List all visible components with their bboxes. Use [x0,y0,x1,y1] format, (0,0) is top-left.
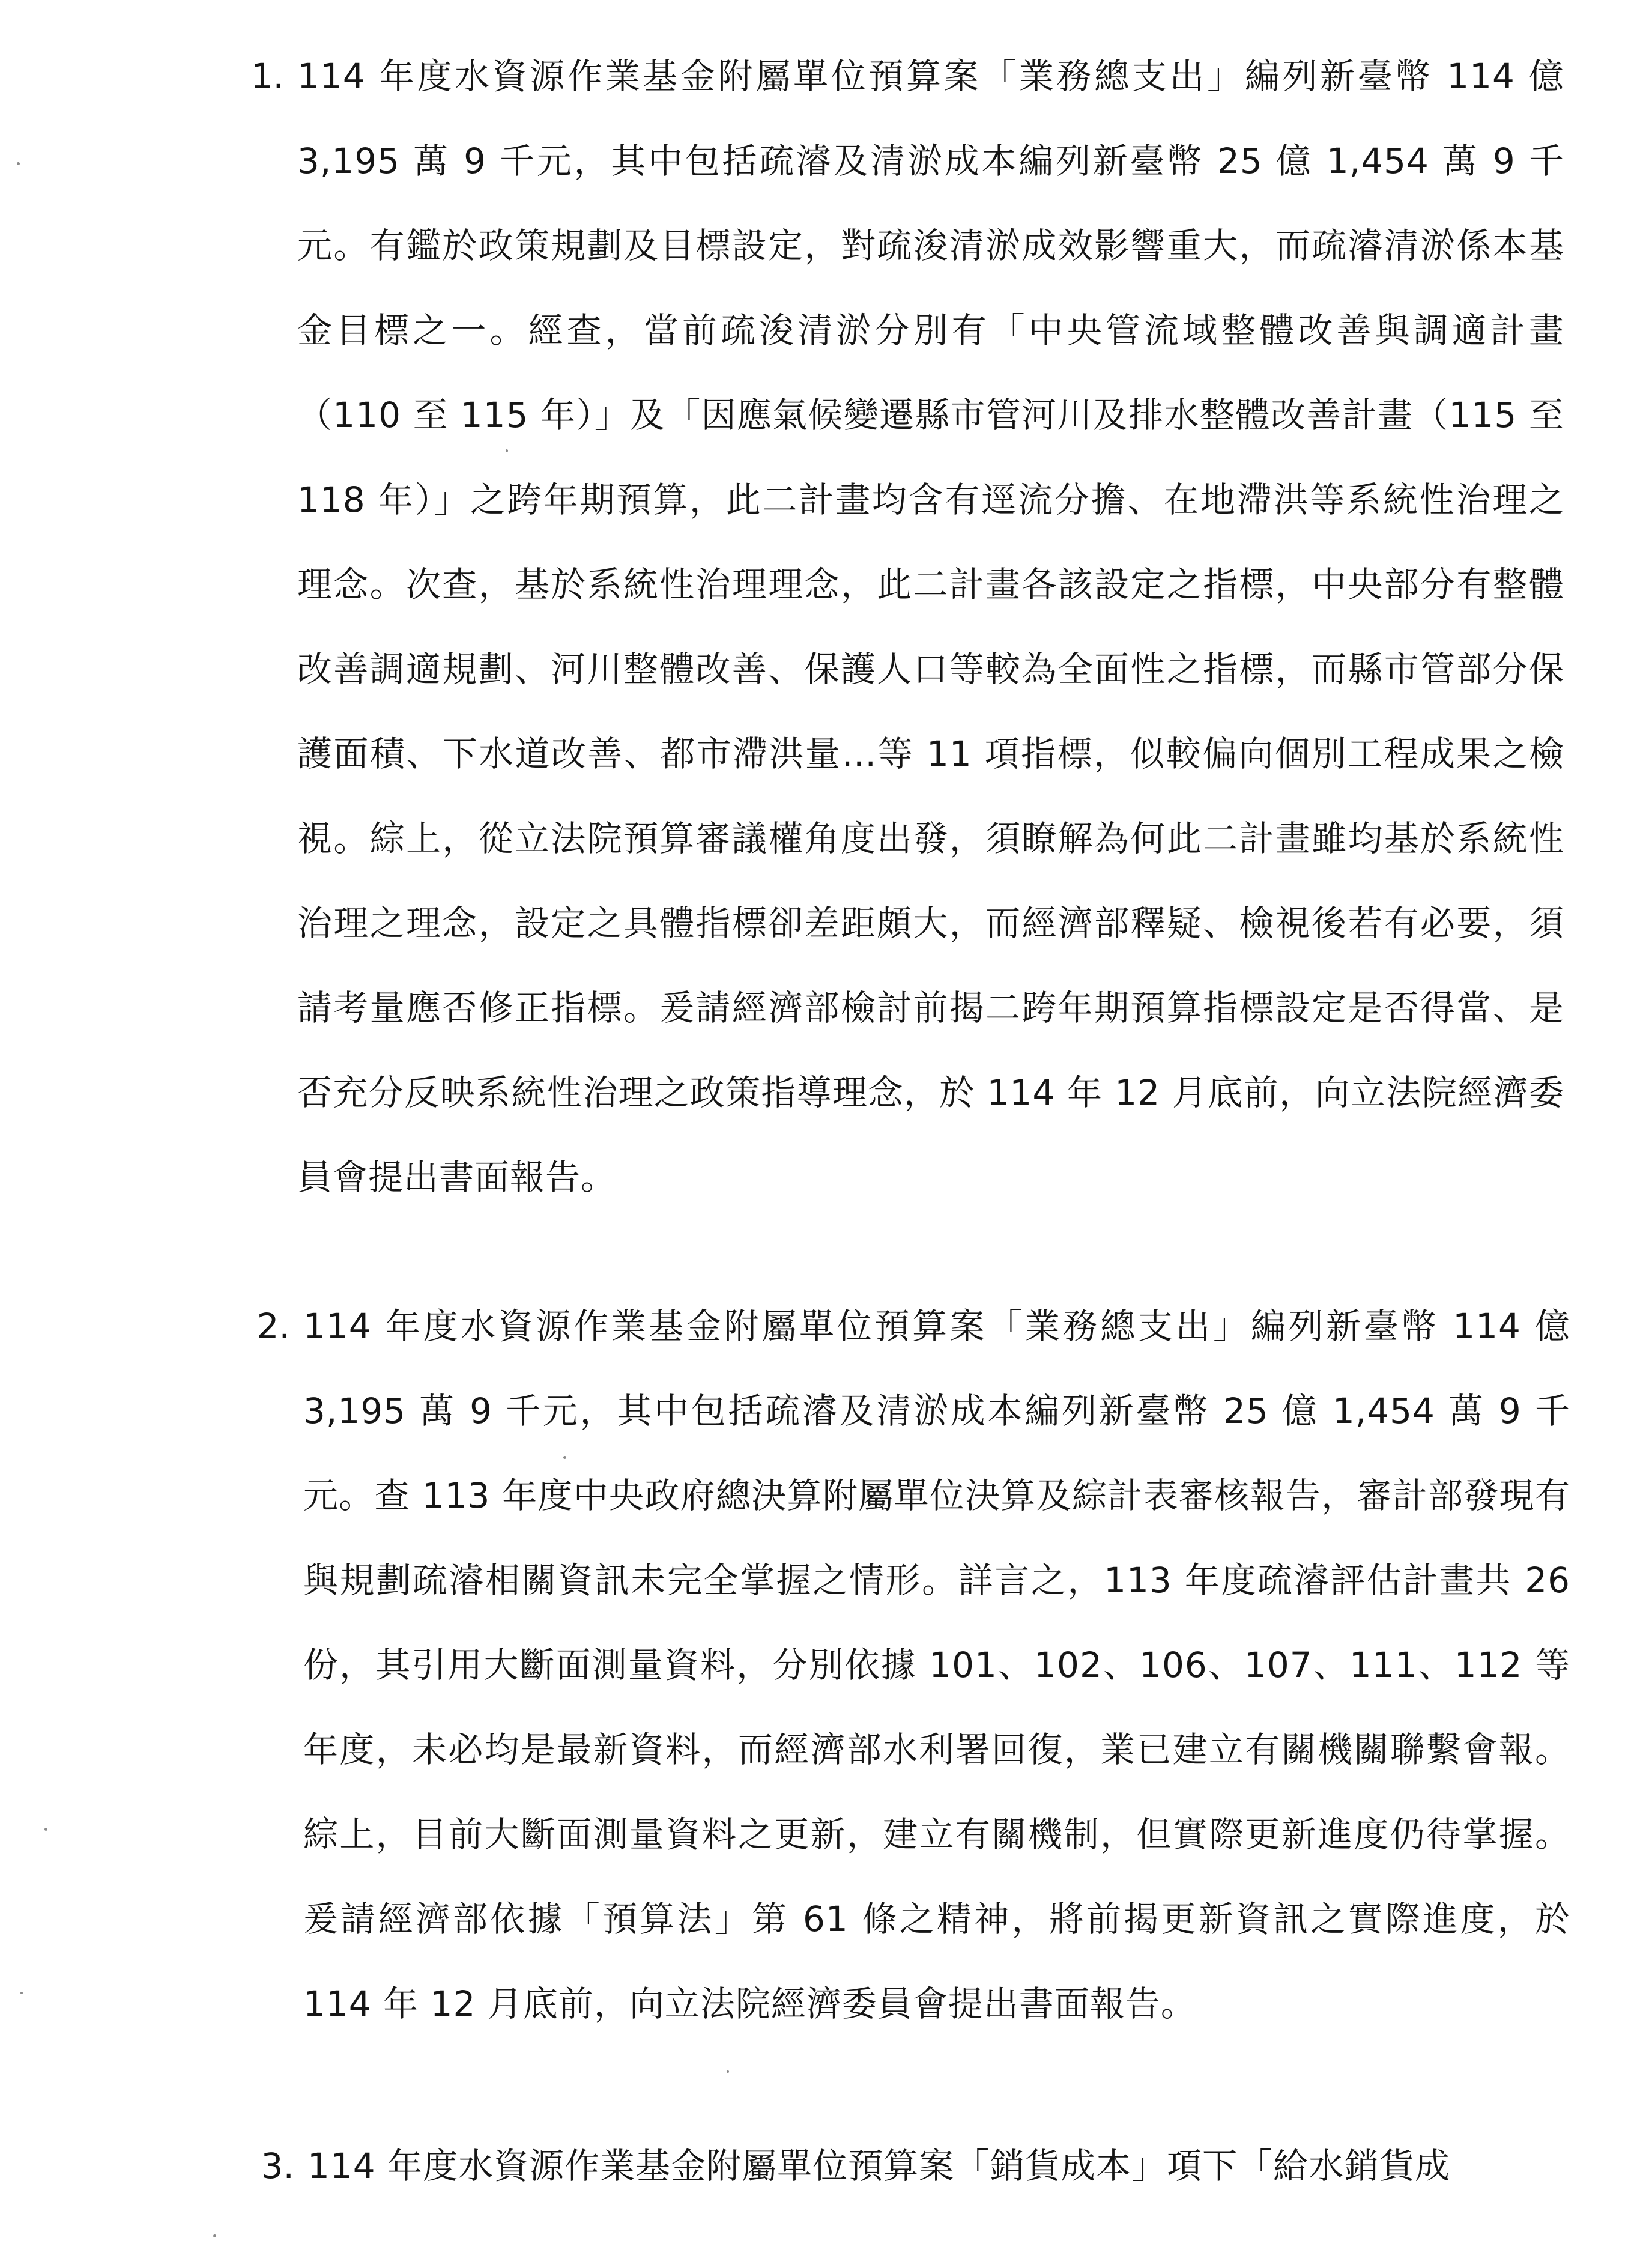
scan-speck [44,1828,47,1831]
scan-speck [17,162,20,165]
scan-speck [727,2070,729,2073]
item-paragraph: 114 年度水資源作業基金附屬單位預算案「銷貨成本」項下「給水銷貨成 [307,2145,1451,2186]
item-number: 2. [256,1306,290,1347]
item-paragraph: 114 年度水資源作業基金附屬單位預算案「業務總支出」編列新臺幣 114 億 3,195 萬 9 千元，其中包括疏濬及清淤成本編列新臺幣 25 億 1,454 萬 9 千元。有鑑於政策規劃及目標設定，對疏浚清淤成效影響重大，而疏濬清淤係本基金目標之一。經查，當前疏浚清淤分別有「中央管流域整體改善與調適計畫（110 至 115 年）」及「因應氣候變遷縣市管河川及排水整體改善計畫（115 至 118 年）」之跨年期預算，此二計畫均含有逕流分擔、在地滯洪等系統性治理之理念。次查，基於系統性治理理念，此二計畫各該設定之指標，中央部分有整體改善調適規劃、河川整體改善、保護人口等較為全面性之指標，而縣市管部分保護面積、下水道改善、都市滯洪量…等 11 項指標，似較偏向個別工程成果之檢視。綜上，從立法院預算審議權角度出發，須瞭解為何此二計畫雖均基於系統性治理之理念，設定之具體指標卻差距頗大，而經濟部釋疑、檢視後若有必要，須請考量應否修正指標。爰請經濟部檢討前揭二跨年期預算指標設定是否得當、是否充分反映系統性治理之政策指導理念，於 114 年 12 月底前，向立法院經濟委員會提出書面報告。 [297,56,1564,1198]
item-number: 3. [261,2145,294,2186]
scan-speck [213,2234,216,2237]
list-item [237,34,1600,1220]
list-item [243,1284,1606,2046]
list-item [247,2124,1611,2209]
scan-speck [506,449,508,452]
item-paragraph: 114 年度水資源作業基金附屬單位預算案「業務總支出」編列新臺幣 114 億 3,195 萬 9 千元，其中包括疏濬及清淤成本編列新臺幣 25 億 1,454 萬 9 千元。查 113 年度中央政府總決算附屬單位決算及綜計表審核報告，審計部發現有與規劃疏濬相關資訊未完全掌握之情形。詳言之，113 年度疏濬評估計畫共 26 份，其引用大斷面測量資料，分別依據 101、102、106、107、111、112 等年度，未必均是最新資料，而經濟部水利署回復，業已建立有關機關聯繫會報。綜上，目前大斷面測量資料之更新，建立有關機制，但實際更新進度仍待掌握。爰請經濟部依據「預算法」第 61 條之精神，將前揭更新資訊之實際進度，於 114 年 12 月底前，向立法院經濟委員會提出書面報告。 [303,1306,1570,2024]
scan-speck [563,1456,566,1459]
scan-speck [20,1992,23,1994]
item-number: 1. [250,56,284,97]
